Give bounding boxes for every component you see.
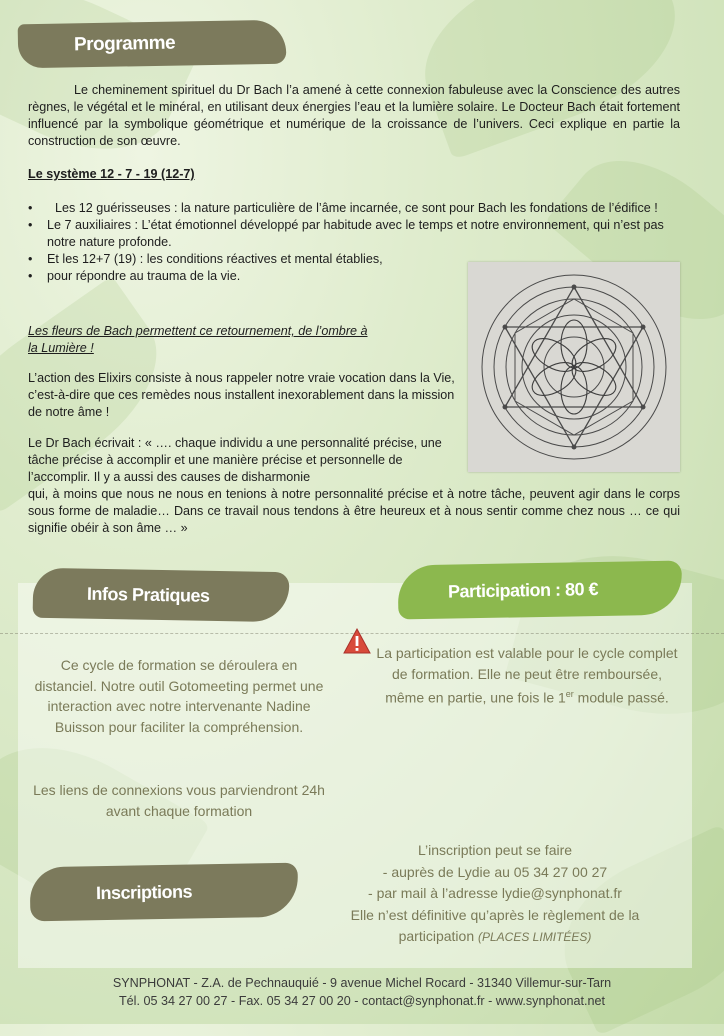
- mandala-drawing: [468, 262, 680, 472]
- bach-quote-start: Le Dr Bach écrivait : « …. chaque individu a une personnalité précise, une tâche précise à accomplir et une manière précise et personnelle de l’accomplir. Il y a aussi des causes de disharmonie: [28, 436, 442, 484]
- participation-heading: Participation : 80 €: [398, 561, 683, 620]
- inscriptions-heading: Inscriptions: [30, 863, 299, 922]
- flowers-statement: Les fleurs de Bach permettent ce retournement, de l’ombre à la Lumière !: [28, 324, 368, 355]
- inscriptions-text: L’inscription peut se faire - auprès de Lydie au 05 34 27 00 27 - par mail à l’adresse lydie@synphonat.fr Elle n’est définitive qu’après le règlement de la participation (PLACES LIMITÉES): [350, 842, 640, 944]
- programme-heading: Programme: [18, 20, 287, 69]
- participation-text: La participation est valable pour le cycle complet de formation. Elle ne peut être remboursée, même en partie, une fois le 1er module passé.: [376, 645, 678, 706]
- footer-address: SYNPHONAT - Z.A. de Pechnauquié - 9 avenue Michel Rocard - 31340 Villemur-sur-Tarn: [112, 976, 612, 990]
- system-title: Le système 12 - 7 - 19 (12-7): [28, 167, 195, 181]
- bach-mandala-image: [468, 262, 680, 472]
- infos-links-text: Les liens de connexions vous parviendront 24h avant chaque formation: [33, 782, 325, 819]
- footer: [0, 975, 724, 1010]
- list-item: • Le 7 auxiliaires : L’état émotionnel développé par habitude avec le temps et notre environnement, qui n’est pas notre nature profonde.: [28, 217, 680, 251]
- elixirs-paragraph: L’action des Elixirs consiste à nous rappeler notre vraie vocation dans la Vie, c’est-à-dire que ces remèdes nous installent inexorablement dans la mission de notre âme !: [28, 371, 455, 419]
- list-item: • Et les 12+7 (19) : les conditions réactives et mental établies,: [28, 251, 680, 268]
- list-item: • pour répondre au trauma de la vie.: [28, 268, 680, 285]
- footer-contact: Tél. 05 34 27 00 27 - Fax. 05 34 27 00 20 - contact@synphonat.fr - www.synphonat.net: [118, 993, 606, 1008]
- list-item: • Les 12 guérisseuses : la nature particulière de l’âme incarnée, ce sont pour Bach les fondations de l’édifice !: [28, 200, 680, 217]
- programme-intro: Le cheminement spirituel du Dr Bach l’a amené à cette connexion fabuleuse avec la Conscience des autres règnes, le végétal et le minéral, en utilisant deux énergies l’eau et la lumière solaire. Le Docteur Bach était fortement influencé par la symbolique géométrique et numérique de la croissance de l’univers. Ceci explique en partie la construction de son œuvre.: [28, 83, 680, 148]
- warning-icon: [342, 627, 372, 655]
- infos-heading: Infos Pratiques: [33, 568, 290, 622]
- bach-quote-end: qui, à moins que nous ne nous en tenions à notre personnalité précise et à notre tâche, peuvent agir dans le corps sous forme de maladie… Dans ce travail nous tendons à être heureux et à nous sentir comme chez nous … ce qui signifie obéir à son âme … »: [28, 487, 680, 535]
- infos-text: Ce cycle de formation se déroulera en distanciel. Notre outil Gotomeeting permet une interaction avec notre intervenante Nadine Buisson pour faciliter la compréhension.: [34, 657, 324, 735]
